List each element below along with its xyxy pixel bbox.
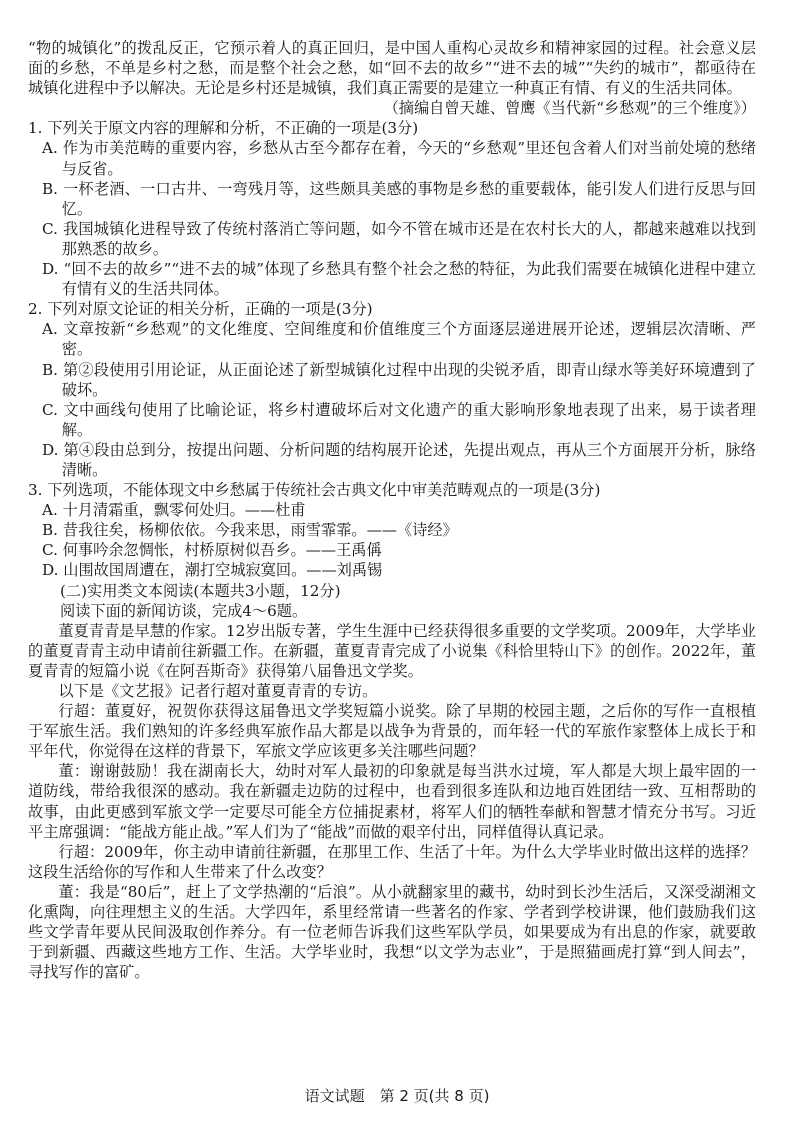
question-1-stem: 1. 下列关于原文内容的理解和分析，不正确的一项是(3分) [28, 119, 419, 138]
page-footer: 语文试题 第 2 页(共 8 页) [304, 1087, 490, 1105]
question-2-option-d: D. 第④段由总到分，按提出问题、分析问题的结构展开论述，先提出观点，再从三个方面展开分析，脉络清晰。 [42, 440, 756, 479]
question-2-option-c: C. 文中画线句使用了比喻论证，将乡村遭破坏后对文化遗产的重大影响形象地表现了出来，易于读者理解。 [42, 400, 756, 439]
interview-intro: 董夏青青是早慧的作家。12岁出版专著，学生生涯中已经获得很多重要的文学奖项。2009年，大学毕业的董夏青青主动申请前往新疆工作。在新疆，董夏青青完成了小说集《科恰里特山下》的创作。2022年，董夏青青的短篇小说《在阿吾斯奇》获得第八届鲁迅文学奖。 [28, 621, 756, 680]
passage-source: （摘编自曾天雄、曾鹰《当代新“乡愁观”的三个维度》） [383, 99, 756, 118]
question-3-option-b: B. 昔我往矣，杨柳依依。今我来思，雨雪霏霏。——《诗经》 [42, 521, 458, 540]
question-3-option-d: D. 山围故国周遭在，潮打空城寂寞回。——刘禹锡 [42, 561, 383, 580]
question-3-option-a: A. 十月清霜重，飘零何处归。——杜甫 [42, 501, 306, 520]
question-1-option-c: C. 我国城镇化进程导致了传统村落消亡等问题，如今不管在城市还是在农村长大的人，都越来越难以找到那熟悉的故乡。 [42, 219, 756, 258]
interview-lead: 以下是《文艺报》记者行超对董夏青青的专访。 [58, 682, 378, 700]
interview-question-2: 行超：2009年，你主动申请前往新疆，在那里工作、生活了十年。为什么大学毕业时做出这样的选择？这段生活给你的写作和人生带来了什么改变？ [28, 842, 756, 881]
question-2-option-a: A. 文章按新“乡愁观”的文化维度、空间维度和价值维度三个方面逐层递进展开论述，逻辑层次清晰、严密。 [42, 320, 756, 359]
interview-answer-2: 董：我是“80后”，赶上了文学热潮的“后浪”。从小就翻家里的藏书，幼时到长沙生活后，又深受湖湘文化熏陶，向往理想主义的生活。大学四年，系里经常请一些著名的作家、学者到学校讲课，他们鼓励我们这些文学青年要从民间汲取创作养分。有一位老师告诉我们这些军队学员，如果要成为有出息的作家，就要敢于到新疆、西藏这些地方工作、生活。大学毕业时，我想“以文学为志业”，于是照猫画虎打算“到人间去”，寻找写作的富矿。 [28, 882, 756, 982]
question-3-option-c: C. 何事吟余忽惆怅，村桥原树似吾乡。——王禹偁 [42, 541, 382, 560]
exam-page [28, 38, 756, 982]
question-1-option-a: A. 作为市美范畴的重要内容，乡愁从古至今都存在着，今天的“乡愁观”里还包含着人们对当前处境的愁绪与反省。 [42, 139, 756, 178]
question-1-option-d: D. “回不去的故乡”“进不去的城”体现了乡愁具有整个社会之愁的特征，为此我们需要在城镇化进程中建立有情有义的生活共同体。 [42, 260, 756, 299]
passage-paragraph: “物的城镇化”的拨乱反正，它预示着人的真正回归，是中国人重构心灵故乡和精神家园的过程。社会意义层面的乡愁，不单是乡村之愁，而是整个社会之愁，如“回不去的故乡”“进不去的城”“失约的城市”，都亟待在城镇化进程中予以解决。无论是乡村还是城镇，我们真正需要的是建立一种真正有情、有义的生活共同体。 [28, 39, 756, 98]
question-3-stem: 3. 下列选项，不能体现文中乡愁属于传统社会古典文化中审美范畴观点的一项是(3分) [28, 481, 601, 500]
interview-answer-1: 董：谢谢鼓励！我在湖南长大，幼时对军人最初的印象就是每当洪水过境，军人都是大坝上最牢固的一道防线，带给我很深的感动。我在新疆走边防的过程中，也看到很多连队和边地百姓团结一致、互相帮助的故事，由此更感到军旅文学一定要尽可能全方位捕捉素材，将军人们的牺牲奉献和智慧才情充分书写。习近平主席强调：“能战方能止战。”军人们为了“能战”而做的艰辛付出，同样值得认真记录。 [28, 762, 756, 841]
section-2-instruction: 阅读下面的新闻访谈，完成4～6题。 [60, 601, 308, 620]
section-2-title: (二)实用类文本阅读(本题共3小题，12分) [60, 581, 341, 600]
question-2-stem: 2. 下列对原文论证的相关分析，正确的一项是(3分) [28, 300, 373, 319]
interview-question-1: 行超：董夏好，祝贺你获得这届鲁迅文学奖短篇小说奖。除了早期的校园主题，之后你的写作一直根植于军旅生活。我们熟知的许多经典军旅作品大都是以战争为背景的，而年轻一代的军旅作家整体上成长于和平年代，你觉得在这样的背景下，军旅文学应该更多关注哪些问题？ [28, 702, 756, 761]
question-2-option-b: B. 第②段使用引用论证，从正面论述了新型城镇化过程中出现的尖锐矛盾，即青山绿水等美好环境遭到了破坏。 [42, 360, 756, 399]
question-1-option-b: B. 一杯老酒、一口古井、一弯残月等，这些颇具美感的事物是乡愁的重要载体，能引发人们进行反思与回忆。 [42, 179, 756, 218]
